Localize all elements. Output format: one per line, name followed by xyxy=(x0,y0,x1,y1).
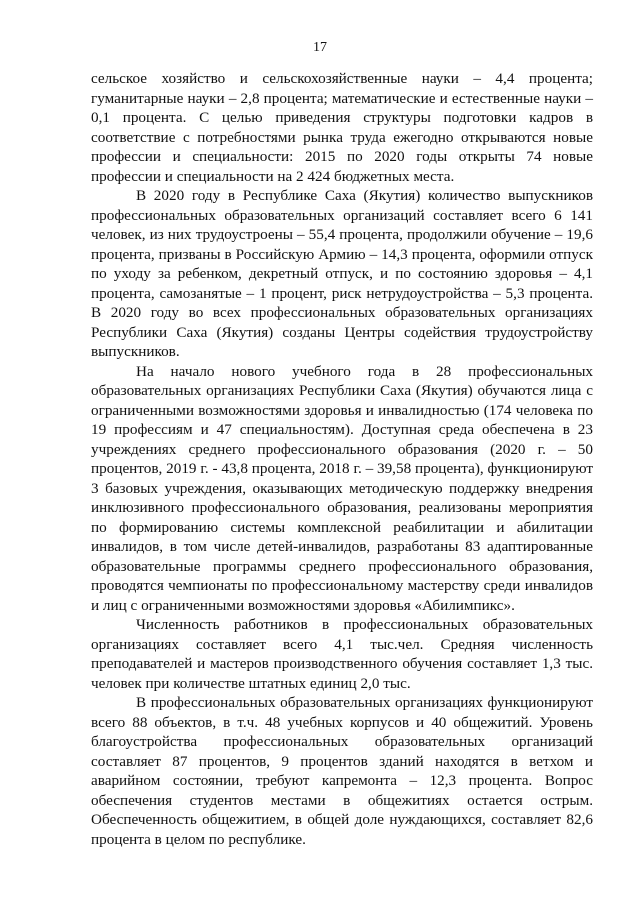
page-number: 17 xyxy=(313,40,327,55)
paragraph-4: Численность работников в профессиональных образовательных организациях составляет всего 4,1 тыс.чел. Средняя численность преподавателей и мастеров производственного обучения составляет 1,3 тыс. человек при количестве штатных единиц 2,0 тыс. xyxy=(91,616,593,692)
paragraph-1: сельское хозяйство и сельскохозяйственные науки – 4,4 процента; гуманитарные науки – 2,8 процента; математические и естественные науки – 0,1 процента. С целью приведения структуры подготовки кадров в соответствие с потребностями рынка труда ежегодно открываются новые профессии и специальности: 2015 по 2020 годы открыты 74 новые профессии и специальности на 2 424 бюджетных места. xyxy=(91,70,593,185)
body-text xyxy=(91,69,593,849)
paragraph-3: На начало нового учебного года в 28 профессиональных образовательных организациях Республики Саха (Якутия) обучаются лица с ограниченными возможностями здоровья и инвалидностью (174 человека по 19 профессиям и 47 специальностям). Доступная среда обеспечена в 23 учреждениях среднего профессионального образования (2020 г. – 50 процентов, 2019 г. - 43,8 процента, 2018 г. – 39,58 процента), функционируют 3 базовых учреждения, оказывающих методическую поддержку внедрения инклюзивного профессионального образования, реализованы мероприятия по формированию системы комплексной реабилитации и абилитации инвалидов, в том числе детей-инвалидов, разработаны 83 адаптированные образовательные программы среднего профессионального образования, проводятся чемпионаты по профессиональному мастерству среди инвалидов и лиц с ограниченными возможностями здоровья «Абилимпикс». xyxy=(91,362,593,614)
paragraph-5: В профессиональных образовательных организациях функционируют всего 88 объектов, в т.ч. 48 учебных корпусов и 40 общежитий. Уровень благоустройства профессиональных образовательных организаций составляет 87 процентов, 9 процентов зданий находятся в ветхом и аварийном состоянии, требуют капремонта – 12,3 процента. Вопрос обеспечения студентов местами в общежитиях остается острым. Обеспеченность общежитием, в общей доле нуждающихся, составляет 82,6 процента в целом по республике. xyxy=(91,694,593,848)
paragraph-2: В 2020 году в Республике Саха (Якутия) количество выпускников профессиональных образовательных организаций составляет всего 6 141 человек, из них трудоустроены – 55,4 процента, продолжили обучение – 19,6 процента, призваны в Российскую Армию – 14,3 процента, оформили отпуск по уходу за ребенком, декретный отпуск, и по состоянию здоровья – 4,1 процента, самозанятые – 1 процент, риск нетрудоустройства – 5,3 процента. В 2020 году во всех профессиональных образовательных организациях Республики Саха (Якутия) созданы Центры содействия трудоустройству выпускников. xyxy=(91,187,593,360)
